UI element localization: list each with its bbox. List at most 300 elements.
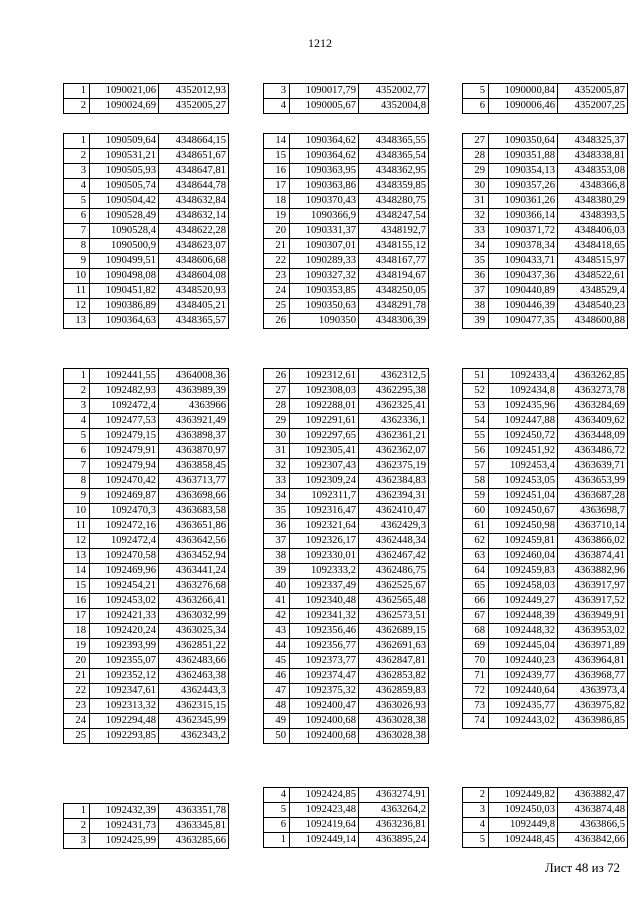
point-number-cell: 12 — [64, 534, 90, 549]
point-number-cell: 17 — [64, 609, 90, 624]
y-coordinate-cell: 4348515,97 — [558, 254, 628, 269]
table-row — [64, 534, 229, 549]
point-number-cell: 19 — [264, 209, 290, 224]
y-coordinate-cell: 4363874,41 — [558, 549, 628, 564]
table-row — [264, 609, 429, 624]
y-coordinate-cell: 4348623,07 — [159, 239, 229, 254]
x-coordinate-cell: 1092453,4 — [489, 459, 558, 474]
y-coordinate-cell: 4362345,99 — [159, 714, 229, 729]
y-coordinate-cell: 4352005,27 — [159, 99, 229, 114]
x-coordinate-cell: 1090451,82 — [90, 284, 159, 299]
y-coordinate-cell: 4352007,25 — [558, 99, 628, 114]
x-coordinate-cell: 1090363,95 — [290, 164, 359, 179]
point-number-cell: 29 — [463, 164, 489, 179]
point-number-cell: 11 — [64, 519, 90, 534]
table-row — [264, 803, 429, 818]
point-number-cell: 36 — [463, 269, 489, 284]
x-coordinate-cell: 1092469,87 — [90, 489, 159, 504]
table-row — [264, 284, 429, 299]
table-row — [264, 729, 429, 744]
y-coordinate-cell: 4362573,51 — [359, 609, 429, 624]
table-row — [463, 254, 628, 269]
table-row — [463, 84, 628, 99]
table-row — [463, 684, 628, 699]
table-row — [64, 134, 229, 149]
table-row — [264, 459, 429, 474]
x-coordinate-cell: 1092459,81 — [489, 534, 558, 549]
x-coordinate-cell: 1092440,64 — [489, 684, 558, 699]
x-coordinate-cell: 1090327,32 — [290, 269, 359, 284]
point-number-cell: 14 — [64, 564, 90, 579]
point-number-cell: 26 — [264, 369, 290, 384]
point-number-cell: 32 — [264, 459, 290, 474]
x-coordinate-cell: 1092472,4 — [90, 534, 159, 549]
point-number-cell: 13 — [64, 314, 90, 329]
table-row — [64, 414, 229, 429]
x-coordinate-cell: 1092458,03 — [489, 579, 558, 594]
table-row — [264, 269, 429, 284]
y-coordinate-cell: 4352005,87 — [558, 84, 628, 99]
y-coordinate-cell: 4348280,75 — [359, 194, 429, 209]
y-coordinate-cell: 4363441,24 — [159, 564, 229, 579]
x-coordinate-cell: 1090021,06 — [90, 84, 159, 99]
point-number-cell: 25 — [64, 729, 90, 744]
point-number-cell: 1 — [64, 84, 90, 99]
point-number-cell: 63 — [463, 549, 489, 564]
x-coordinate-cell: 1092448,45 — [489, 833, 558, 848]
point-number-cell: 71 — [463, 669, 489, 684]
x-coordinate-cell: 1092439,77 — [489, 669, 558, 684]
x-coordinate-cell: 1090446,39 — [489, 299, 558, 314]
x-coordinate-cell: 1090350,64 — [489, 134, 558, 149]
x-coordinate-cell: 1092434,8 — [489, 384, 558, 399]
point-number-cell: 28 — [264, 399, 290, 414]
y-coordinate-cell: 4363273,78 — [558, 384, 628, 399]
table-row — [64, 84, 229, 99]
x-coordinate-cell: 1092459,83 — [489, 564, 558, 579]
x-coordinate-cell: 1092352,12 — [90, 669, 159, 684]
table-row — [264, 579, 429, 594]
x-coordinate-cell: 1090000,84 — [489, 84, 558, 99]
x-coordinate-cell: 1092431,73 — [90, 819, 159, 834]
y-coordinate-cell: 4363921,49 — [159, 414, 229, 429]
y-coordinate-cell: 4363276,68 — [159, 579, 229, 594]
x-coordinate-cell: 1092469,96 — [90, 564, 159, 579]
point-number-cell: 15 — [64, 579, 90, 594]
point-number-cell: 1 — [64, 369, 90, 384]
x-coordinate-cell: 1090017,79 — [290, 84, 359, 99]
x-coordinate-cell: 1090509,64 — [90, 134, 159, 149]
point-number-cell: 39 — [264, 564, 290, 579]
table-row — [64, 519, 229, 534]
table-row — [463, 654, 628, 669]
y-coordinate-cell: 4363898,37 — [159, 429, 229, 444]
point-number-cell: 7 — [64, 224, 90, 239]
point-number-cell: 33 — [463, 224, 489, 239]
point-number-cell: 17 — [264, 179, 290, 194]
table-row — [64, 834, 229, 849]
table-row — [264, 489, 429, 504]
x-coordinate-cell: 1092312,61 — [290, 369, 359, 384]
table-row — [463, 594, 628, 609]
table-row — [264, 209, 429, 224]
x-coordinate-cell: 1092435,96 — [489, 399, 558, 414]
point-number-cell: 37 — [264, 534, 290, 549]
table-row — [264, 254, 429, 269]
table-row — [264, 534, 429, 549]
point-number-cell: 69 — [463, 639, 489, 654]
x-coordinate-cell: 1090528,49 — [90, 209, 159, 224]
point-number-cell: 39 — [463, 314, 489, 329]
x-coordinate-cell: 1092449,14 — [290, 833, 359, 848]
point-number-cell: 62 — [463, 534, 489, 549]
y-coordinate-cell: 4348604,08 — [159, 269, 229, 284]
point-number-cell: 20 — [264, 224, 290, 239]
table-row — [64, 714, 229, 729]
y-coordinate-cell: 4363345,81 — [159, 819, 229, 834]
table-row — [264, 179, 429, 194]
coordinates-table — [63, 368, 229, 744]
y-coordinate-cell: 4362486,75 — [359, 564, 429, 579]
table-row — [264, 134, 429, 149]
y-coordinate-cell: 4348647,81 — [159, 164, 229, 179]
table-row — [64, 99, 229, 114]
x-coordinate-cell: 1092453,02 — [90, 594, 159, 609]
x-coordinate-cell: 1092400,47 — [290, 699, 359, 714]
coordinates-table — [263, 368, 429, 744]
y-coordinate-cell: 4348192,7 — [359, 224, 429, 239]
point-number-cell: 73 — [463, 699, 489, 714]
point-number-cell: 34 — [463, 239, 489, 254]
table-row — [463, 414, 628, 429]
table-row — [463, 474, 628, 489]
y-coordinate-cell: 4348632,14 — [159, 209, 229, 224]
y-coordinate-cell: 4362375,19 — [359, 459, 429, 474]
x-coordinate-cell: 1090386,89 — [90, 299, 159, 314]
table-row — [264, 149, 429, 164]
x-coordinate-cell: 1092311,7 — [290, 489, 359, 504]
x-coordinate-cell: 1092291,61 — [290, 414, 359, 429]
y-coordinate-cell: 4348194,67 — [359, 269, 429, 284]
table-row — [264, 99, 429, 114]
point-number-cell: 24 — [264, 284, 290, 299]
point-number-cell: 8 — [64, 474, 90, 489]
table-row — [463, 534, 628, 549]
y-coordinate-cell: 4363973,4 — [558, 684, 628, 699]
table-row — [463, 384, 628, 399]
point-number-cell: 48 — [264, 699, 290, 714]
x-coordinate-cell: 1090006,46 — [489, 99, 558, 114]
coordinates-table — [63, 133, 229, 329]
point-number-cell: 65 — [463, 579, 489, 594]
point-number-cell: 32 — [463, 209, 489, 224]
point-number-cell: 10 — [64, 504, 90, 519]
y-coordinate-cell: 4363653,99 — [558, 474, 628, 489]
table-row — [463, 459, 628, 474]
x-coordinate-cell: 1090351,88 — [489, 149, 558, 164]
x-coordinate-cell: 1092445,04 — [489, 639, 558, 654]
x-coordinate-cell: 1092454,21 — [90, 579, 159, 594]
x-coordinate-cell: 1092373,77 — [290, 654, 359, 669]
page-number: 1212 — [308, 36, 332, 50]
table-row — [64, 209, 229, 224]
y-coordinate-cell: 4348644,78 — [159, 179, 229, 194]
table-row — [64, 594, 229, 609]
table-row — [64, 269, 229, 284]
table-row — [264, 414, 429, 429]
y-coordinate-cell: 4362362,07 — [359, 444, 429, 459]
table-row — [264, 639, 429, 654]
y-coordinate-cell: 4363028,38 — [359, 714, 429, 729]
y-coordinate-cell: 4362483,66 — [159, 654, 229, 669]
y-coordinate-cell: 4363274,91 — [359, 788, 429, 803]
y-coordinate-cell: 4362443,3 — [159, 684, 229, 699]
x-coordinate-cell: 1092305,41 — [290, 444, 359, 459]
coordinates-table — [462, 133, 628, 329]
y-coordinate-cell: 4363698,7 — [558, 504, 628, 519]
point-number-cell: 2 — [64, 384, 90, 399]
y-coordinate-cell: 4363262,85 — [558, 369, 628, 384]
x-coordinate-cell: 1092449,82 — [489, 788, 558, 803]
point-number-cell: 31 — [264, 444, 290, 459]
table-row — [264, 564, 429, 579]
point-number-cell: 6 — [463, 99, 489, 114]
table-row — [463, 224, 628, 239]
x-coordinate-cell: 1090505,93 — [90, 164, 159, 179]
table-row — [64, 609, 229, 624]
x-coordinate-cell: 1092308,03 — [290, 384, 359, 399]
point-number-cell: 60 — [463, 504, 489, 519]
y-coordinate-cell: 4363858,45 — [159, 459, 229, 474]
table-row — [64, 639, 229, 654]
point-number-cell: 30 — [264, 429, 290, 444]
point-number-cell: 52 — [463, 384, 489, 399]
x-coordinate-cell: 1092470,58 — [90, 549, 159, 564]
table-row — [264, 444, 429, 459]
y-coordinate-cell: 4363968,77 — [558, 669, 628, 684]
point-number-cell: 29 — [264, 414, 290, 429]
x-coordinate-cell: 1092450,67 — [489, 504, 558, 519]
table-row — [264, 194, 429, 209]
x-coordinate-cell: 1092450,03 — [489, 803, 558, 818]
point-number-cell: 22 — [64, 684, 90, 699]
point-number-cell: 26 — [264, 314, 290, 329]
table-row — [463, 624, 628, 639]
y-coordinate-cell: 4348651,67 — [159, 149, 229, 164]
y-coordinate-cell: 4348405,21 — [159, 299, 229, 314]
point-number-cell: 4 — [264, 788, 290, 803]
table-row — [64, 564, 229, 579]
y-coordinate-cell: 4348338,81 — [558, 149, 628, 164]
y-coordinate-cell: 4363683,58 — [159, 504, 229, 519]
point-number-cell: 34 — [264, 489, 290, 504]
y-coordinate-cell: 4348522,61 — [558, 269, 628, 284]
table-row — [463, 788, 628, 803]
point-number-cell: 24 — [64, 714, 90, 729]
x-coordinate-cell: 1090361,26 — [489, 194, 558, 209]
y-coordinate-cell: 4363448,09 — [558, 429, 628, 444]
point-number-cell: 9 — [64, 489, 90, 504]
table-row — [64, 444, 229, 459]
y-coordinate-cell: 4363710,14 — [558, 519, 628, 534]
x-coordinate-cell: 1092423,48 — [290, 803, 359, 818]
x-coordinate-cell: 1090437,36 — [489, 269, 558, 284]
x-coordinate-cell: 1092470,3 — [90, 504, 159, 519]
y-coordinate-cell: 4363409,62 — [558, 414, 628, 429]
point-number-cell: 12 — [64, 299, 90, 314]
x-coordinate-cell: 1092432,39 — [90, 804, 159, 819]
x-coordinate-cell: 1090353,85 — [290, 284, 359, 299]
y-coordinate-cell: 4363698,66 — [159, 489, 229, 504]
point-number-cell: 5 — [463, 84, 489, 99]
point-number-cell: 67 — [463, 609, 489, 624]
y-coordinate-cell: 4363989,39 — [159, 384, 229, 399]
table-row — [463, 209, 628, 224]
point-number-cell: 10 — [64, 269, 90, 284]
point-number-cell: 55 — [463, 429, 489, 444]
table-row — [264, 669, 429, 684]
y-coordinate-cell: 4363874,48 — [558, 803, 628, 818]
y-coordinate-cell: 4363266,41 — [159, 594, 229, 609]
table-row — [463, 519, 628, 534]
point-number-cell: 64 — [463, 564, 489, 579]
table-row — [64, 299, 229, 314]
y-coordinate-cell: 4348362,95 — [359, 164, 429, 179]
table-row — [463, 579, 628, 594]
y-coordinate-cell: 4363687,28 — [558, 489, 628, 504]
y-coordinate-cell: 4362565,48 — [359, 594, 429, 609]
point-number-cell: 4 — [264, 99, 290, 114]
x-coordinate-cell: 1092419,64 — [290, 818, 359, 833]
x-coordinate-cell: 1092307,43 — [290, 459, 359, 474]
point-number-cell: 36 — [264, 519, 290, 534]
x-coordinate-cell: 1092340,48 — [290, 594, 359, 609]
y-coordinate-cell: 4352012,93 — [159, 84, 229, 99]
y-coordinate-cell: 4362448,34 — [359, 534, 429, 549]
table-row — [64, 684, 229, 699]
y-coordinate-cell: 4348247,54 — [359, 209, 429, 224]
y-coordinate-cell: 4362394,31 — [359, 489, 429, 504]
x-coordinate-cell: 1092337,49 — [290, 579, 359, 594]
x-coordinate-cell: 1092374,47 — [290, 669, 359, 684]
y-coordinate-cell: 4348359,85 — [359, 179, 429, 194]
y-coordinate-cell: 4348600,88 — [558, 314, 628, 329]
table-row — [264, 833, 429, 848]
x-coordinate-cell: 1092451,04 — [489, 489, 558, 504]
point-number-cell: 41 — [264, 594, 290, 609]
x-coordinate-cell: 1092316,47 — [290, 504, 359, 519]
y-coordinate-cell: 4363651,86 — [159, 519, 229, 534]
point-number-cell: 61 — [463, 519, 489, 534]
x-coordinate-cell: 1090433,71 — [489, 254, 558, 269]
point-number-cell: 3 — [64, 399, 90, 414]
coordinates-table — [462, 787, 628, 848]
x-coordinate-cell: 1092293,85 — [90, 729, 159, 744]
table-row — [264, 684, 429, 699]
table-row — [264, 654, 429, 669]
x-coordinate-cell: 1092356,46 — [290, 624, 359, 639]
point-number-cell: 50 — [264, 729, 290, 744]
y-coordinate-cell: 4352004,8 — [359, 99, 429, 114]
coordinates-table — [462, 368, 628, 729]
y-coordinate-cell: 4363639,71 — [558, 459, 628, 474]
y-coordinate-cell: 4362336,1 — [359, 414, 429, 429]
x-coordinate-cell: 1090505,74 — [90, 179, 159, 194]
x-coordinate-cell: 1092355,07 — [90, 654, 159, 669]
y-coordinate-cell: 4362361,21 — [359, 429, 429, 444]
y-coordinate-cell: 4348365,55 — [359, 134, 429, 149]
x-coordinate-cell: 1090350 — [290, 314, 359, 329]
y-coordinate-cell: 4362312,5 — [359, 369, 429, 384]
y-coordinate-cell: 4362691,63 — [359, 639, 429, 654]
y-coordinate-cell: 4363917,52 — [558, 594, 628, 609]
y-coordinate-cell: 4363452,94 — [159, 549, 229, 564]
y-coordinate-cell: 4348291,78 — [359, 299, 429, 314]
x-coordinate-cell: 1092421,33 — [90, 609, 159, 624]
y-coordinate-cell: 4363917,97 — [558, 579, 628, 594]
y-coordinate-cell: 4362467,42 — [359, 549, 429, 564]
x-coordinate-cell: 1090531,21 — [90, 149, 159, 164]
point-number-cell: 18 — [264, 194, 290, 209]
table-row — [64, 164, 229, 179]
x-coordinate-cell: 1090350,63 — [290, 299, 359, 314]
y-coordinate-cell: 4362851,22 — [159, 639, 229, 654]
y-coordinate-cell: 4348365,54 — [359, 149, 429, 164]
table-row — [64, 194, 229, 209]
table-row — [64, 399, 229, 414]
point-number-cell: 49 — [264, 714, 290, 729]
point-number-cell: 35 — [463, 254, 489, 269]
coordinates-table — [263, 83, 429, 114]
y-coordinate-cell: 4348664,15 — [159, 134, 229, 149]
table-row — [463, 314, 628, 329]
x-coordinate-cell: 1092443,02 — [489, 714, 558, 729]
y-coordinate-cell: 4363953,02 — [558, 624, 628, 639]
x-coordinate-cell: 1092288,01 — [290, 399, 359, 414]
point-number-cell: 6 — [64, 444, 90, 459]
y-coordinate-cell: 4348622,28 — [159, 224, 229, 239]
y-coordinate-cell: 4363642,56 — [159, 534, 229, 549]
x-coordinate-cell: 1090366,14 — [489, 209, 558, 224]
y-coordinate-cell: 4363866,5 — [558, 818, 628, 833]
table-row — [463, 489, 628, 504]
y-coordinate-cell: 4362847,81 — [359, 654, 429, 669]
x-coordinate-cell: 1092441,55 — [90, 369, 159, 384]
point-number-cell: 3 — [64, 164, 90, 179]
table-row — [64, 314, 229, 329]
y-coordinate-cell: 4348606,68 — [159, 254, 229, 269]
table-row — [463, 194, 628, 209]
x-coordinate-cell: 1092472,16 — [90, 519, 159, 534]
table-row — [64, 149, 229, 164]
x-coordinate-cell: 1092460,04 — [489, 549, 558, 564]
table-row — [463, 149, 628, 164]
y-coordinate-cell: 4363866,02 — [558, 534, 628, 549]
y-coordinate-cell: 4363026,93 — [359, 699, 429, 714]
point-number-cell: 38 — [463, 299, 489, 314]
x-coordinate-cell: 1090498,08 — [90, 269, 159, 284]
y-coordinate-cell: 4363264,2 — [359, 803, 429, 818]
point-number-cell: 16 — [64, 594, 90, 609]
sheet-counter: Лист 48 из 72 — [544, 860, 620, 875]
table-row — [64, 804, 229, 819]
y-coordinate-cell: 4362343,2 — [159, 729, 229, 744]
x-coordinate-cell: 1092479,91 — [90, 444, 159, 459]
table-row — [64, 179, 229, 194]
x-coordinate-cell: 1090307,01 — [290, 239, 359, 254]
point-number-cell: 13 — [64, 549, 90, 564]
y-coordinate-cell: 4364008,36 — [159, 369, 229, 384]
